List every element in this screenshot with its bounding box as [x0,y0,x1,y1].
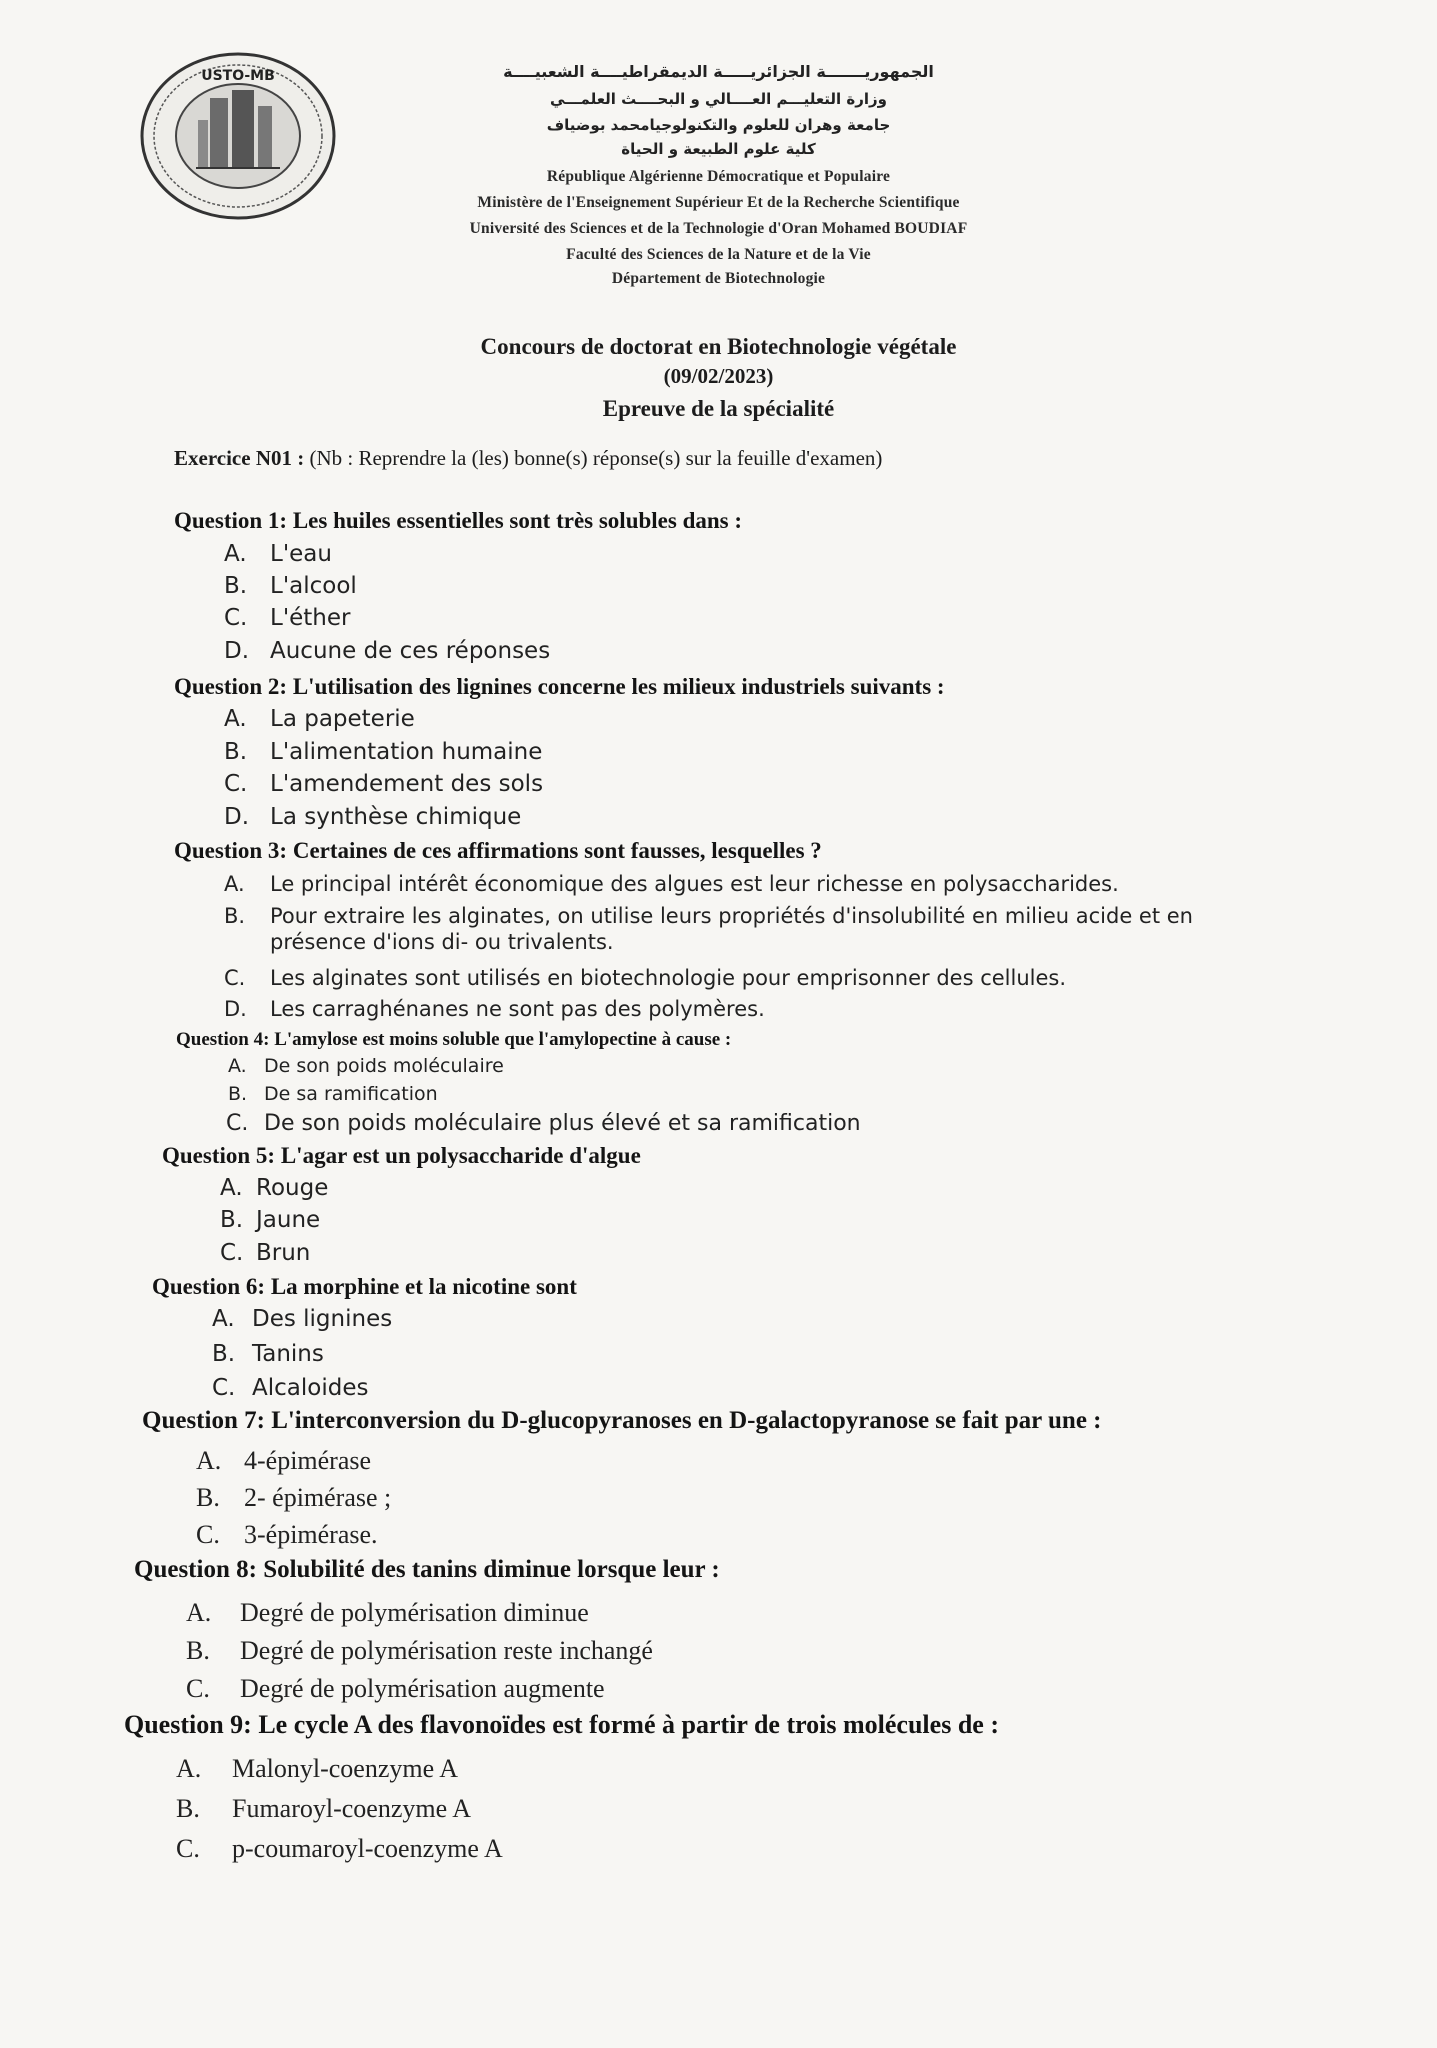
option-4a[interactable]: A. De son poids moléculaire [228,1055,504,1077]
question-label: Question 7: [142,1407,265,1434]
option-7c[interactable]: C. 3-épimérase. [196,1520,378,1549]
question-label: Question 3: [174,838,288,863]
option-6a[interactable]: A. Des lignines [212,1306,393,1332]
option-1a[interactable]: A. L'eau [224,541,332,567]
option-4c[interactable]: C. De son poids moléculaire plus élevé et sa ramification [226,1111,861,1136]
option-7b[interactable]: B. 2- épimérase ; [196,1483,392,1512]
option-6b[interactable]: B. Tanins [212,1341,324,1367]
exam-subtitle: Epreuve de la spécialité [602,396,835,421]
question-text: L'agar est un polysaccharide d'algue [280,1143,641,1168]
option-6c[interactable]: C. Alcaloides [212,1375,369,1401]
option-1d[interactable]: D. Aucune de ces réponses [224,638,551,664]
question-9 [124,1710,999,1740]
option-7a[interactable]: A. 4-épimérase [196,1446,372,1475]
option-4b[interactable]: B. De sa ramification [228,1083,438,1105]
question-label: Question 1: [174,508,288,533]
question-label: Question 4: [176,1029,270,1050]
option-8c[interactable]: C. Degré de polymérisation augmente [186,1674,605,1703]
question-7 [142,1407,1102,1435]
question-text: La morphine et la nicotine sont [270,1274,577,1299]
question-2 [174,674,945,700]
option-8a[interactable]: A. Degré de polymérisation diminue [186,1598,589,1627]
option-3b-continuation: présence d'ions di- ou trivalents. [270,930,614,954]
option-1b[interactable]: B. L'alcool [224,573,357,599]
exam-title: Concours de doctorat en Biotechnologie végétale [480,334,957,359]
question-3 [174,838,822,864]
option-9a[interactable]: A. Malonyl-coenzyme A [176,1754,458,1783]
option-9c[interactable]: C. p-coumaroyl-coenzyme A [176,1834,503,1863]
question-text: Certaines de ces affirmations sont fausses, lesquelles ? [292,838,822,863]
question-label: Question 8: [134,1556,257,1583]
header-department: Département de Biotechnologie [611,270,826,287]
exam-date: (09/02/2023) [663,364,774,388]
question-label: Question 6: [152,1274,266,1299]
option-2b[interactable]: B. L'alimentation humaine [224,739,543,765]
option-2c[interactable]: C. L'amendement des sols [224,771,544,797]
option-5b[interactable]: B. Jaune [220,1207,321,1233]
seal-text: USTO-MB [201,68,275,84]
option-3d[interactable]: D. Les carraghénanes ne sont pas des polymères. [224,997,765,1021]
header-arabic-line-4: كلية علوم الطبيعة و الحياة [621,140,816,158]
question-6 [152,1274,577,1300]
option-3a[interactable]: A. Le principal intérêt économique des algues est leur richesse en polysaccharides. [224,872,1119,896]
header-university: Université des Sciences et de la Technologie d'Oran Mohamed BOUDIAF [469,220,968,237]
option-2a[interactable]: A. La papeterie [224,706,415,732]
header-arabic-line-2: وزارة التعليـــم العــــالي و البحــــث العلمـــي [549,90,888,108]
exercise-label: Exercice N01 : [174,446,305,470]
option-3c[interactable]: C. Les alginates sont utilisés en biotechnologie pour emprisonner des cellules. [224,966,1067,990]
header-arabic-line-1: الجمهوريـــــــة الجزائريـــــة الديمقراطيــــة الشعبيــــة [503,62,934,81]
option-9b[interactable]: B. Fumaroyl-coenzyme A [176,1794,471,1823]
question-text: Le cycle A des flavonoïdes est formé à partir de trois molécules de : [258,1710,999,1739]
option-2d[interactable]: D. La synthèse chimique [224,804,522,830]
question-text: Les huiles essentielles sont très solubles dans : [292,508,743,533]
question-5 [162,1143,641,1169]
header-arabic-line-3: جامعة وهران للعلوم والتكنولوجيامحمد بوضياف [546,116,891,134]
question-label: Question 9: [124,1710,252,1739]
option-1c[interactable]: C. L'éther [224,605,351,631]
question-label: Question 5: [162,1143,276,1168]
question-text: L'amylose est moins soluble que l'amylopectine à cause : [274,1029,732,1050]
option-5c[interactable]: C. Brun [220,1240,311,1266]
header-ministry: Ministère de l'Enseignement Supérieur Et de la Recherche Scientifique [477,194,960,211]
header-faculty: Faculté des Sciences de la Nature et de la Vie [566,246,871,263]
question-text: Solubilité des tanins diminue lorsque leur : [263,1556,720,1583]
option-3b[interactable]: B. Pour extraire les alginates, on utilise leurs propriétés d'insolubilité en milieu acide et en présence d'ions di- ou trivalents. [224,904,1193,954]
option-5a[interactable]: A. Rouge [220,1175,329,1201]
question-text: L'interconversion du D-glucopyranoses en D-galactopyranose se fait par une : [271,1407,1102,1434]
question-text: L'utilisation des lignines concerne les milieux industriels suivants : [292,674,945,699]
exercise-heading [174,446,882,471]
exercise-note: (Nb : Reprendre la (les) bonne(s) réponse(s) sur la feuille d'examen) [309,446,883,470]
question-1 [174,508,742,534]
option-8b[interactable]: B. Degré de polymérisation reste inchangé [186,1636,653,1665]
question-8 [134,1556,720,1584]
question-label: Question 2: [174,674,288,699]
question-4 [176,1029,731,1051]
header-republic: République Algérienne Démocratique et Populaire [546,168,891,185]
